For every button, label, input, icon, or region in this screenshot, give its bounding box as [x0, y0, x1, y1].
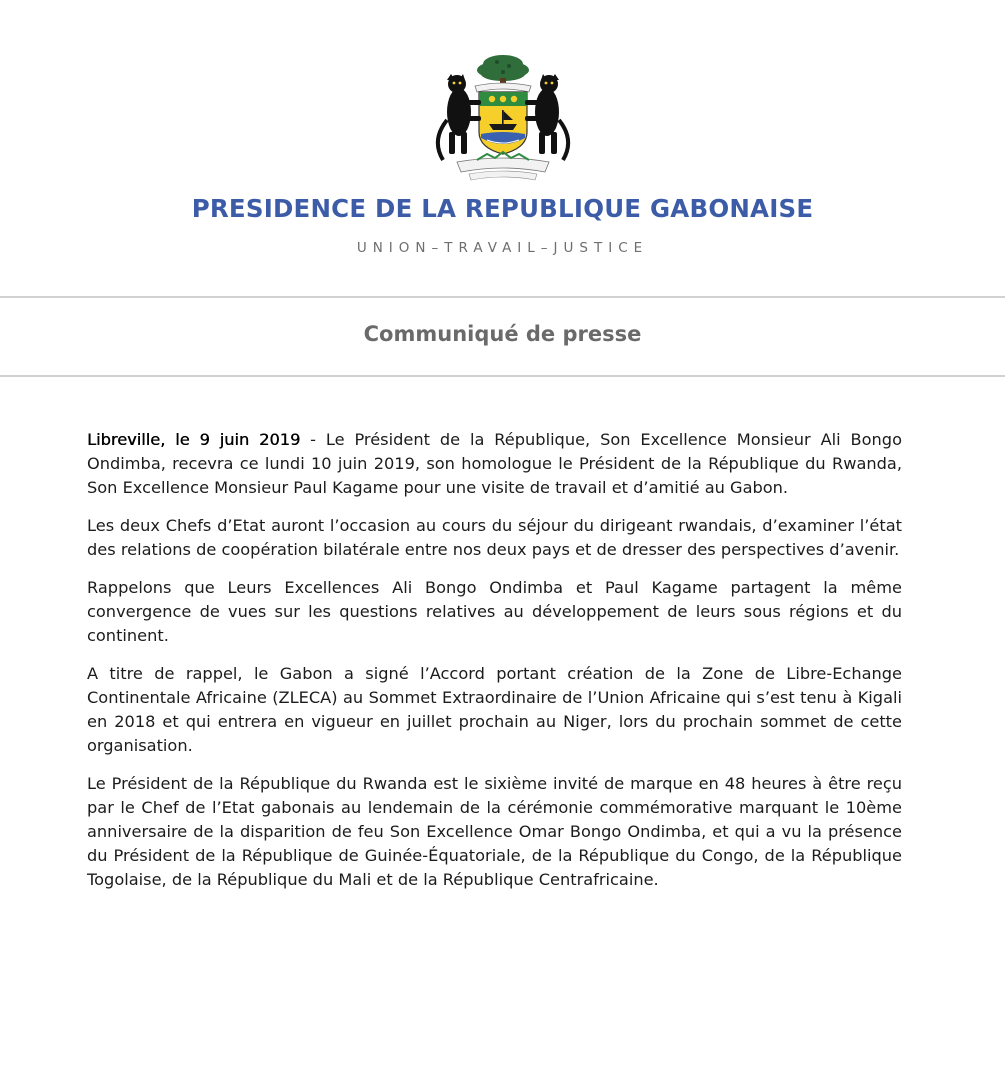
divider-bottom: [0, 375, 1005, 377]
dateline: Libreville, le 9 juin 2019: [87, 430, 301, 449]
lead-text: - Le Président de la République, Son Excellence Monsieur Ali Bongo Ondimba, recevra ce lundi 10 juin 2019, son homologue le Président de la République du Rwanda, Son Excellence Monsieur Paul Kagame pour une visite de travail et d’amitié au Gabon.: [87, 430, 902, 497]
lead-paragraph: [87, 428, 902, 500]
right-panther: [525, 74, 568, 160]
coat-of-arms-emblem: [417, 50, 589, 186]
paragraph-3: A titre de rappel, le Gabon a signé l’Accord portant création de la Zone de Libre-Echange Continentale Africaine (ZLECA) au Sommet Extraordinaire de l’Union Africaine qui s’est tenu à Kigali en 2018 et qui entrera en vigueur en juillet prochain au Niger, lors du prochain sommet de cette organisation.: [87, 664, 902, 755]
divider-top: [0, 296, 1005, 298]
gabon-coat-of-arms-icon: [417, 50, 589, 186]
paragraph-1: Les deux Chefs d’Etat auront l’occasion au cours du séjour du dirigeant rwandais, d’examiner l’état des relations de coopération bilatérale entre nos deux pays et de dresser des perspectives d’avenir.: [87, 516, 902, 559]
tree-crown: [477, 55, 529, 81]
communique-body: [87, 428, 902, 906]
paragraph-4: Le Président de la République du Rwanda est le sixième invité de marque en 48 heures à être reçu par le Chef de l’Etat gabonais au lendemain de la cérémonie commémorative marquant le 10ème anniversaire de la disparition de feu Son Excellence Omar Bongo Ondimba, et qui a vu la présence du Président de la République de Guinée-Équatoriale, de la République du Congo, de la République Togolaise, de la République du Mali et de la République Centrafricaine.: [87, 774, 902, 889]
paragraph-2: Rappelons que Leurs Excellences Ali Bongo Ondimba et Paul Kagame partagent la même convergence de vues sur les questions relatives au développement de leurs sous régions et du continent.: [87, 578, 902, 645]
document-heading: Communiqué de presse: [363, 322, 642, 346]
left-panther: [438, 74, 481, 160]
page-title: PRESIDENCE DE LA REPUBLIQUE GABONAISE: [191, 194, 814, 223]
national-motto: UNION–TRAVAIL–JUSTICE: [356, 240, 649, 256]
